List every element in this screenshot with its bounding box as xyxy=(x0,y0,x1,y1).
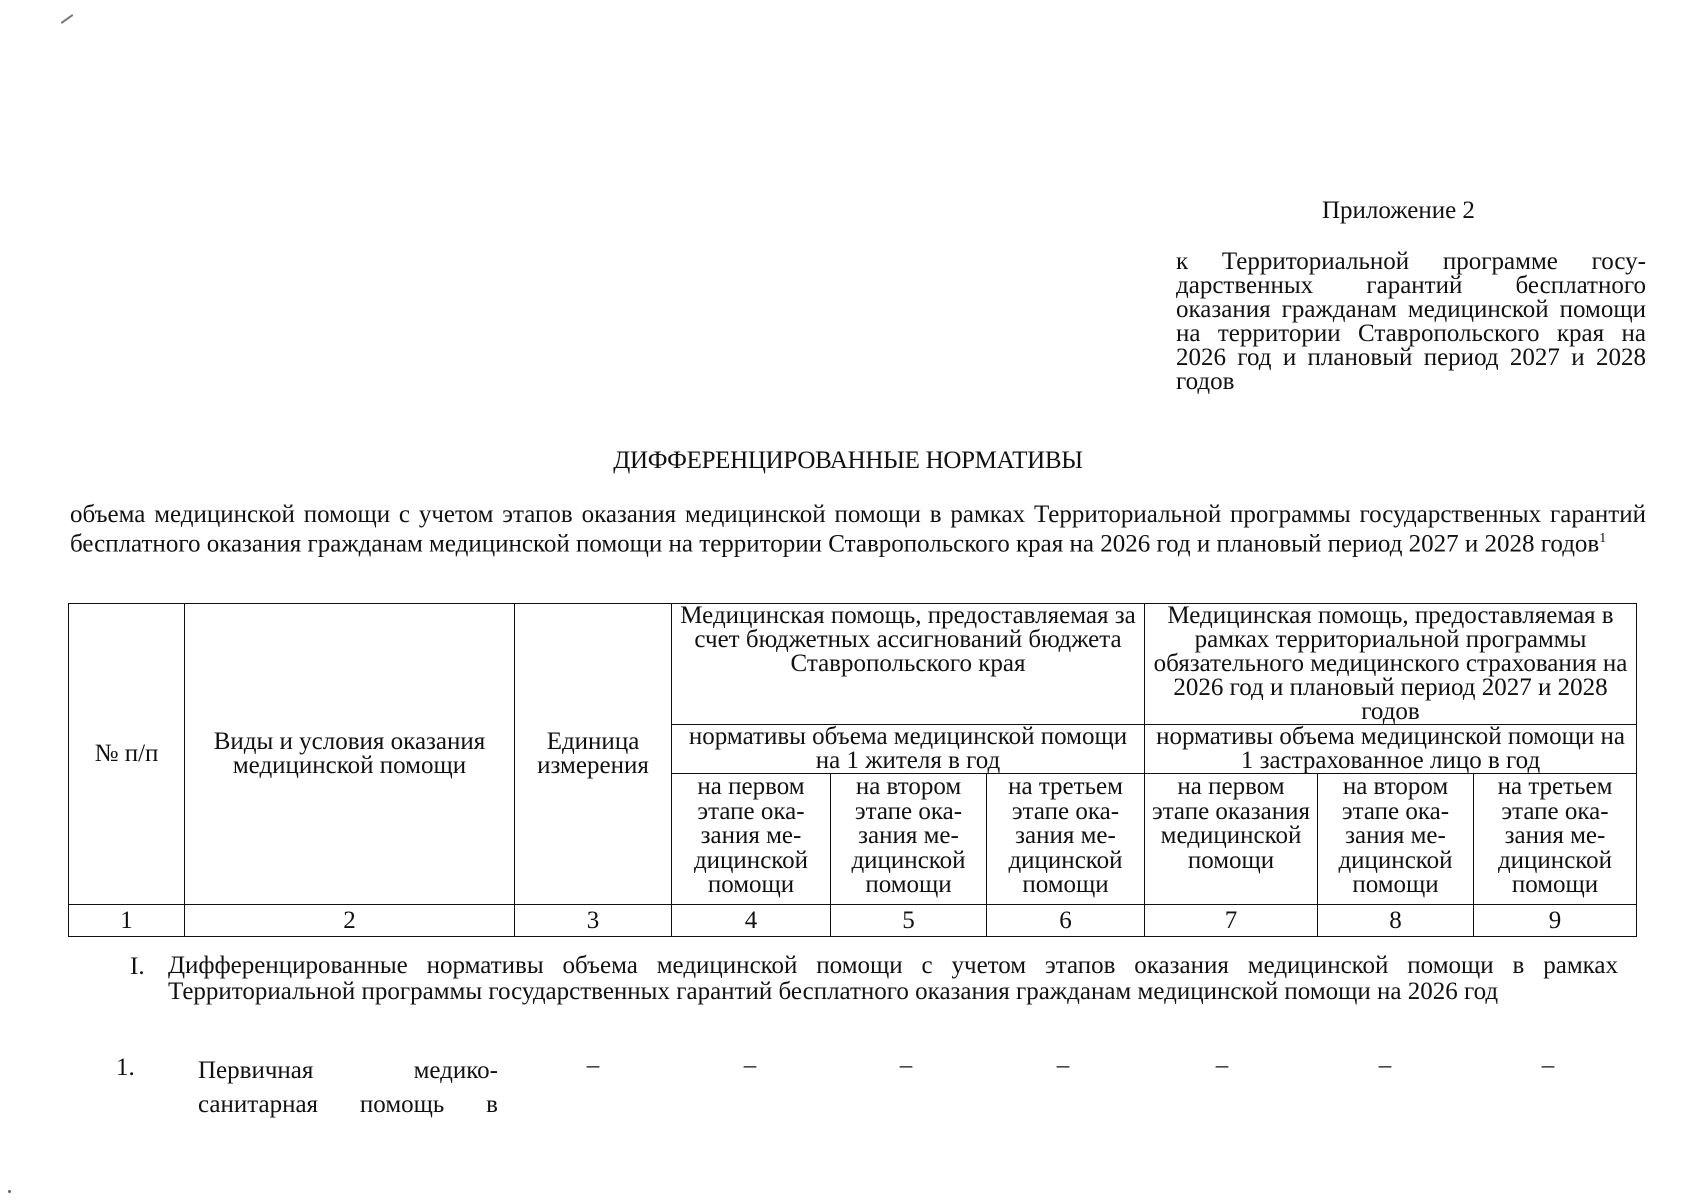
row-name: Первичная медико-санитарная помощь в xyxy=(198,1057,498,1118)
column-number: 8 xyxy=(1318,905,1474,937)
column-number: 2 xyxy=(185,905,515,937)
row-value-col10: – xyxy=(1541,1052,1555,1079)
row-value-col4: – xyxy=(586,1052,600,1079)
header-num: № п/п xyxy=(69,604,185,905)
header-stage-1-budget: на первом этапе оказания медицинской помощи xyxy=(672,774,831,905)
document-title: ДИФФЕРЕНЦИРОВАННЫЕ НОРМАТИВЫ xyxy=(613,447,1083,474)
row-value-col5: – xyxy=(743,1052,757,1079)
header-unit: Единица измерения xyxy=(515,604,672,905)
header-stage-3-oms: на третьем этапе оказания медицинской помощи xyxy=(1474,774,1637,905)
row-number: 1. xyxy=(116,1054,135,1081)
scan-artifact xyxy=(61,14,74,24)
header-stage-2-oms: на втором этапе оказания медицинской помощи xyxy=(1318,774,1474,905)
column-number: 4 xyxy=(672,905,831,937)
header-oms-group: Медицинская помощь, предоставляемая в рамках территориальной программы обязательного медицинского страхования на 2026 год и плановый период 2027 и 2028 годов xyxy=(1145,604,1637,725)
header-stage-1-oms: на первом этапе оказания медицинской помощи xyxy=(1145,774,1318,905)
column-number: 9 xyxy=(1474,905,1637,937)
column-number: 1 xyxy=(69,905,185,937)
header-budget-sub: нормативы объема медицинской помощи на 1 жителя в год xyxy=(672,725,1145,774)
row-value-col7: – xyxy=(1056,1052,1070,1079)
row-value-col9: – xyxy=(1378,1052,1392,1079)
header-oms-sub: нормативы объема медицинской помощи на 1 застрахованное лицо в год xyxy=(1145,725,1637,774)
header-stage-2-budget: на втором этапе оказания медицинской помощи xyxy=(831,774,987,905)
column-number: 5 xyxy=(831,905,987,937)
section-number: I. xyxy=(130,953,145,980)
subtitle-footnote-mark: 1 xyxy=(1599,531,1607,546)
column-number: 3 xyxy=(515,905,672,937)
row-value-col8: – xyxy=(1215,1052,1229,1079)
section-heading: Дифференцированные нормативы объема медицинской помощи с учетом этапов оказания медицинской помощи в рамках Территориальной программы государственных гарантий бесплатного оказания гражданам медицинской помощи на 2026 год xyxy=(168,952,1618,1005)
document-subtitle xyxy=(70,503,1646,556)
header-stage-3-budget: на третьем этапе оказания медицинской помощи xyxy=(987,774,1145,905)
header-row-groups xyxy=(69,604,1637,725)
appendix-title: Приложение 2 xyxy=(1322,197,1475,224)
column-number: 6 xyxy=(987,905,1145,937)
row-value-col6: – xyxy=(899,1052,913,1079)
column-number: 7 xyxy=(1145,905,1318,937)
column-number-row xyxy=(69,905,1637,937)
appendix-text: к Территориальной программе государственных гарантий бесплатного оказания гражданам медицинской помощи на территории Ставропольского края на 2026 год и плановый период 2027 и 2028 годов xyxy=(1176,248,1646,395)
header-budget-group: Медицинская помощь, предоставляемая за счет бюджетных ассигнований бюджета Ставропольского края xyxy=(672,604,1145,725)
scan-artifact-dot xyxy=(8,1190,11,1193)
subtitle-text: объема медицинской помощи с учетом этапов оказания медицинской помощи в рамках Территориальной программы государственных гарантий бесплатного оказания гражданам медицинской помощи на территории Ставропольского края на 2026 год и плановый период 2027 и 2028 годов xyxy=(70,501,1646,558)
norms-table xyxy=(68,603,1637,937)
header-kind: Виды и условия оказания медицинской помощи xyxy=(185,604,515,905)
